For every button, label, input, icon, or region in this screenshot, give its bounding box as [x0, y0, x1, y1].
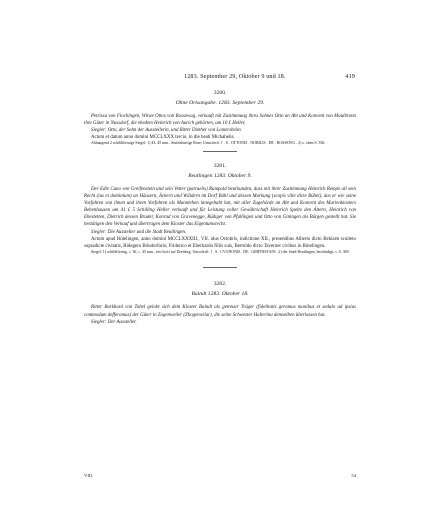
- charter-entry: [84, 89, 356, 147]
- entry-summary: Ritter Burkhard von Tobel gelobt sich dem Kloster Baindt als getreuer Träger (fidelitatis geramus manibus et sedulo ad ipsius commodum defferamus) der Güter in Zogenweiler (Zhogenwilar), die seine Schwester Hallerina demselben überlassen hat.: [84, 305, 356, 318]
- entry-summary: Petrissa von Flochingen, Witwe Ottos von Rossewag, verkauft mit Zustimmung ihres Sohnes Otto an Abt und Konvent von Maulbronn ihre Güter in Nussdorf, die ehedem Heinrich von Aurich gehörten, um 10 £ Heller.: [84, 114, 356, 127]
- entry-date-place: Baindt 1283. Oktober 18.: [191, 291, 249, 298]
- entry-date-place: Ohne Ortsangabe. 1283. September 29.: [175, 100, 265, 106]
- sheet-number: 54: [351, 473, 356, 478]
- running-header: [84, 73, 355, 85]
- entry-latin-text: Actum apud Rütelingen, anno domini MCCLXXXIII., VII. idus Octobris, indictione XII., presentibus Alberto dicto Behizen sculteto supradicte civitatis, Ridegero Böndorfario, Friderico et Eberhardo filiis suis, Bertoldo dicto Taverner civibus in Rütelingen.: [84, 236, 356, 249]
- entry-date-place: Reutlingen 1283. Oktober 9.: [188, 172, 252, 179]
- entry-separator: [203, 267, 237, 268]
- signature-mark: VIII.: [84, 473, 94, 478]
- page-body: [84, 89, 356, 326]
- entry-separator: [203, 151, 237, 152]
- entry-number: 3280.: [213, 90, 227, 96]
- charter-entry: [84, 162, 356, 255]
- entry-sealers: Siegler: Otto, der Sohn der Ausstellerin, und Ritter Diether von Lomersheim.: [91, 128, 242, 134]
- page-footer: [84, 473, 356, 481]
- entry-latin-text: Actum et datum anno domini MCCLXXX tercio, in die beati Michahelis.: [91, 135, 235, 141]
- entry-seal-note: Siegel: 1) schildförmig, c. 36, c. 45 mm., ein Greif auf Dreiberg; Umschrift: † . S . CVONONIS . DE . GRIFINSTAIN . 2) der Stadt Reutlingen, beschädigt, s. S. 369.: [91, 249, 350, 254]
- charter-entry: [84, 280, 356, 325]
- entry-summary: Der Edle Cuno von Greifenstein und sein Vetter (patruelis) Rumpold beurkunden, dass mit ihrer Zustimmung Heinrich Rempe all sein Recht (ius et dominium) an Häusern, Äckern und Wäldern im Dorf Bühl und dessen Markung (scopis ville dicte Bühel), das er wie seine Vorfahren von ihnen und ihren Vorfahren als Mannlehen innegehabt hat, mit aller Zugehörde an Abt und Konvent des Marienklosters Bebenhausen um 41 £ 5 Schilling Heller verkauft und für Leistung voller Gewährschaft Heinrich Spelte den Ältern, Heinrich von Ehestetten, Dietrich dessen Bruder, Konrad von Gravenegge, Rüdiger von Pfullingen und Otto von Giningen als Bürgen gestellt hat. Sie bestätigen den Verkauf und übertragen dem Kloster das Eigentumsrecht.: [84, 186, 356, 228]
- header-title: 1283. September 29, Oktober 9 und 18.: [184, 73, 286, 80]
- entry-sealers: Siegler: Die Aussteller und die Stadt Reutlingen.: [91, 229, 187, 235]
- entry-number: 3282.: [213, 281, 227, 288]
- entry-sealers: Siegler: Der Aussteller.: [91, 319, 137, 325]
- entry-seal-note: Abhangend 2 schildförmige Siegel: 1) 43, 45 mm., Stufenbürtige Rose; Umschrift: † . S . OTTONIS . NOBILIS . DE . ROSSEWG . 2) s. oben S. 356.: [91, 141, 326, 146]
- page-number: 419: [345, 73, 355, 80]
- entry-number: 3281.: [213, 162, 227, 169]
